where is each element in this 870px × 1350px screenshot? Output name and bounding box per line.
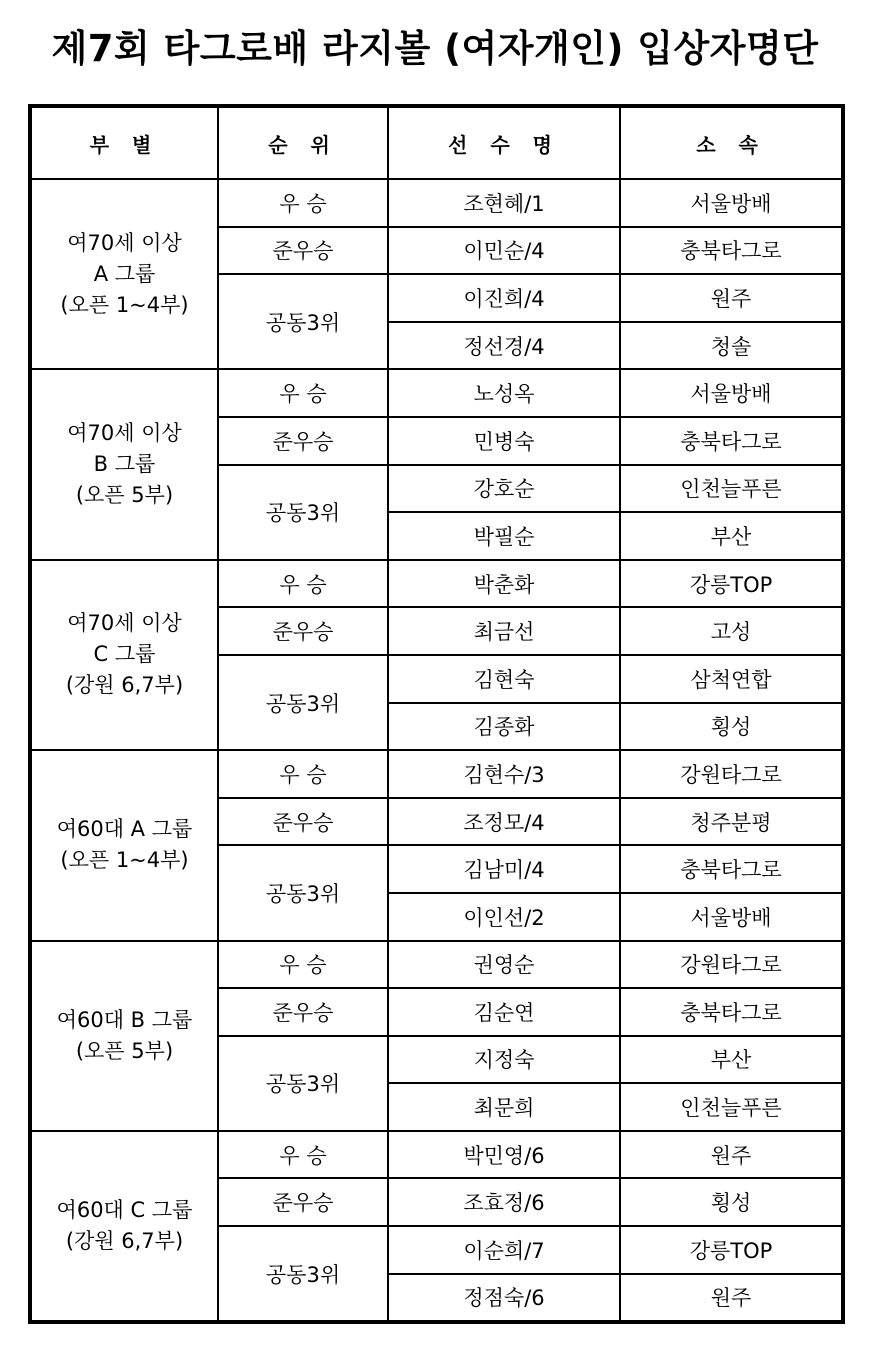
rank-cell: 우 승 (218, 1131, 388, 1179)
affiliation-cell: 횡성 (620, 703, 843, 751)
rank-cell: 우 승 (218, 560, 388, 608)
rank-cell: 우 승 (218, 750, 388, 798)
player-cell: 조현혜/1 (388, 179, 620, 227)
table-row (30, 560, 843, 608)
player-cell: 이민순/4 (388, 227, 620, 275)
rank-cell: 우 승 (218, 179, 388, 227)
affiliation-cell: 충북타그로 (620, 227, 843, 275)
division-cell: 여60대 C 그룹 (강원 6,7부) (30, 1131, 218, 1322)
table-row (30, 369, 843, 417)
rank-cell: 준우승 (218, 607, 388, 655)
player-cell: 김순연 (388, 988, 620, 1036)
affiliation-cell: 강릉TOP (620, 560, 843, 608)
player-cell: 조정모/4 (388, 798, 620, 846)
rank-cell: 우 승 (218, 941, 388, 989)
affiliation-cell: 청주분평 (620, 798, 843, 846)
rank-cell: 준우승 (218, 417, 388, 465)
division-cell: 여60대 B 그룹 (오픈 5부) (30, 941, 218, 1131)
header-player: 선 수 명 (388, 106, 620, 179)
affiliation-cell: 인천늘푸른 (620, 465, 843, 513)
player-cell: 권영순 (388, 941, 620, 989)
player-cell: 김남미/4 (388, 845, 620, 893)
player-cell: 김종화 (388, 703, 620, 751)
player-cell: 박민영/6 (388, 1131, 620, 1179)
table-row (30, 941, 843, 989)
table-row (30, 1131, 843, 1179)
affiliation-cell: 고성 (620, 607, 843, 655)
player-cell: 정점숙/6 (388, 1274, 620, 1323)
affiliation-cell: 충북타그로 (620, 988, 843, 1036)
affiliation-cell: 충북타그로 (620, 845, 843, 893)
rank-cell: 공동3위 (218, 1036, 388, 1131)
rank-cell: 준우승 (218, 1178, 388, 1226)
results-body (30, 179, 843, 1322)
affiliation-cell: 강릉TOP (620, 1226, 843, 1274)
player-cell: 노성옥 (388, 369, 620, 417)
table-row (30, 179, 843, 227)
rank-cell: 우 승 (218, 369, 388, 417)
affiliation-cell: 서울방배 (620, 369, 843, 417)
affiliation-cell: 청솔 (620, 322, 843, 370)
player-cell: 이인선/2 (388, 893, 620, 941)
division-cell: 여60대 A 그룹 (오픈 1~4부) (30, 750, 218, 940)
division-cell: 여70세 이상 B 그룹 (오픈 5부) (30, 369, 218, 559)
rank-cell: 공동3위 (218, 465, 388, 560)
player-cell: 김현숙 (388, 655, 620, 703)
affiliation-cell: 인천늘푸른 (620, 1083, 843, 1131)
header-division: 부 별 (30, 106, 218, 179)
page-title: 제7회 타그로배 라지볼 (여자개인) 입상자명단 (51, 27, 819, 70)
player-cell: 지정숙 (388, 1036, 620, 1084)
header-rank: 순 위 (218, 106, 388, 179)
affiliation-cell: 원주 (620, 1274, 843, 1323)
affiliation-cell: 부산 (620, 1036, 843, 1084)
affiliation-cell: 삼척연합 (620, 655, 843, 703)
affiliation-cell: 강원타그로 (620, 750, 843, 798)
affiliation-cell: 서울방배 (620, 893, 843, 941)
player-cell: 최문희 (388, 1083, 620, 1131)
player-cell: 이진희/4 (388, 274, 620, 322)
affiliation-cell: 횡성 (620, 1178, 843, 1226)
rank-cell: 준우승 (218, 227, 388, 275)
affiliation-cell: 원주 (620, 1131, 843, 1179)
affiliation-cell: 원주 (620, 274, 843, 322)
rank-cell: 공동3위 (218, 1226, 388, 1322)
player-cell: 박필순 (388, 512, 620, 560)
division-cell: 여70세 이상 C 그룹 (강원 6,7부) (30, 560, 218, 750)
affiliation-cell: 강원타그로 (620, 941, 843, 989)
table-row (30, 750, 843, 798)
player-cell: 정선경/4 (388, 322, 620, 370)
affiliation-cell: 충북타그로 (620, 417, 843, 465)
rank-cell: 공동3위 (218, 845, 388, 940)
player-cell: 강호순 (388, 465, 620, 513)
player-cell: 최금선 (388, 607, 620, 655)
player-cell: 조효정/6 (388, 1178, 620, 1226)
rank-cell: 준우승 (218, 988, 388, 1036)
rank-cell: 공동3위 (218, 274, 388, 369)
player-cell: 이순희/7 (388, 1226, 620, 1274)
header-row (30, 106, 843, 179)
affiliation-cell: 서울방배 (620, 179, 843, 227)
player-cell: 민병숙 (388, 417, 620, 465)
rank-cell: 준우승 (218, 798, 388, 846)
affiliation-cell: 부산 (620, 512, 843, 560)
rank-cell: 공동3위 (218, 655, 388, 750)
results-table (28, 104, 845, 1324)
player-cell: 김현수/3 (388, 750, 620, 798)
division-cell: 여70세 이상 A 그룹 (오픈 1~4부) (30, 179, 218, 369)
header-affiliation: 소 속 (620, 106, 843, 179)
player-cell: 박춘화 (388, 560, 620, 608)
